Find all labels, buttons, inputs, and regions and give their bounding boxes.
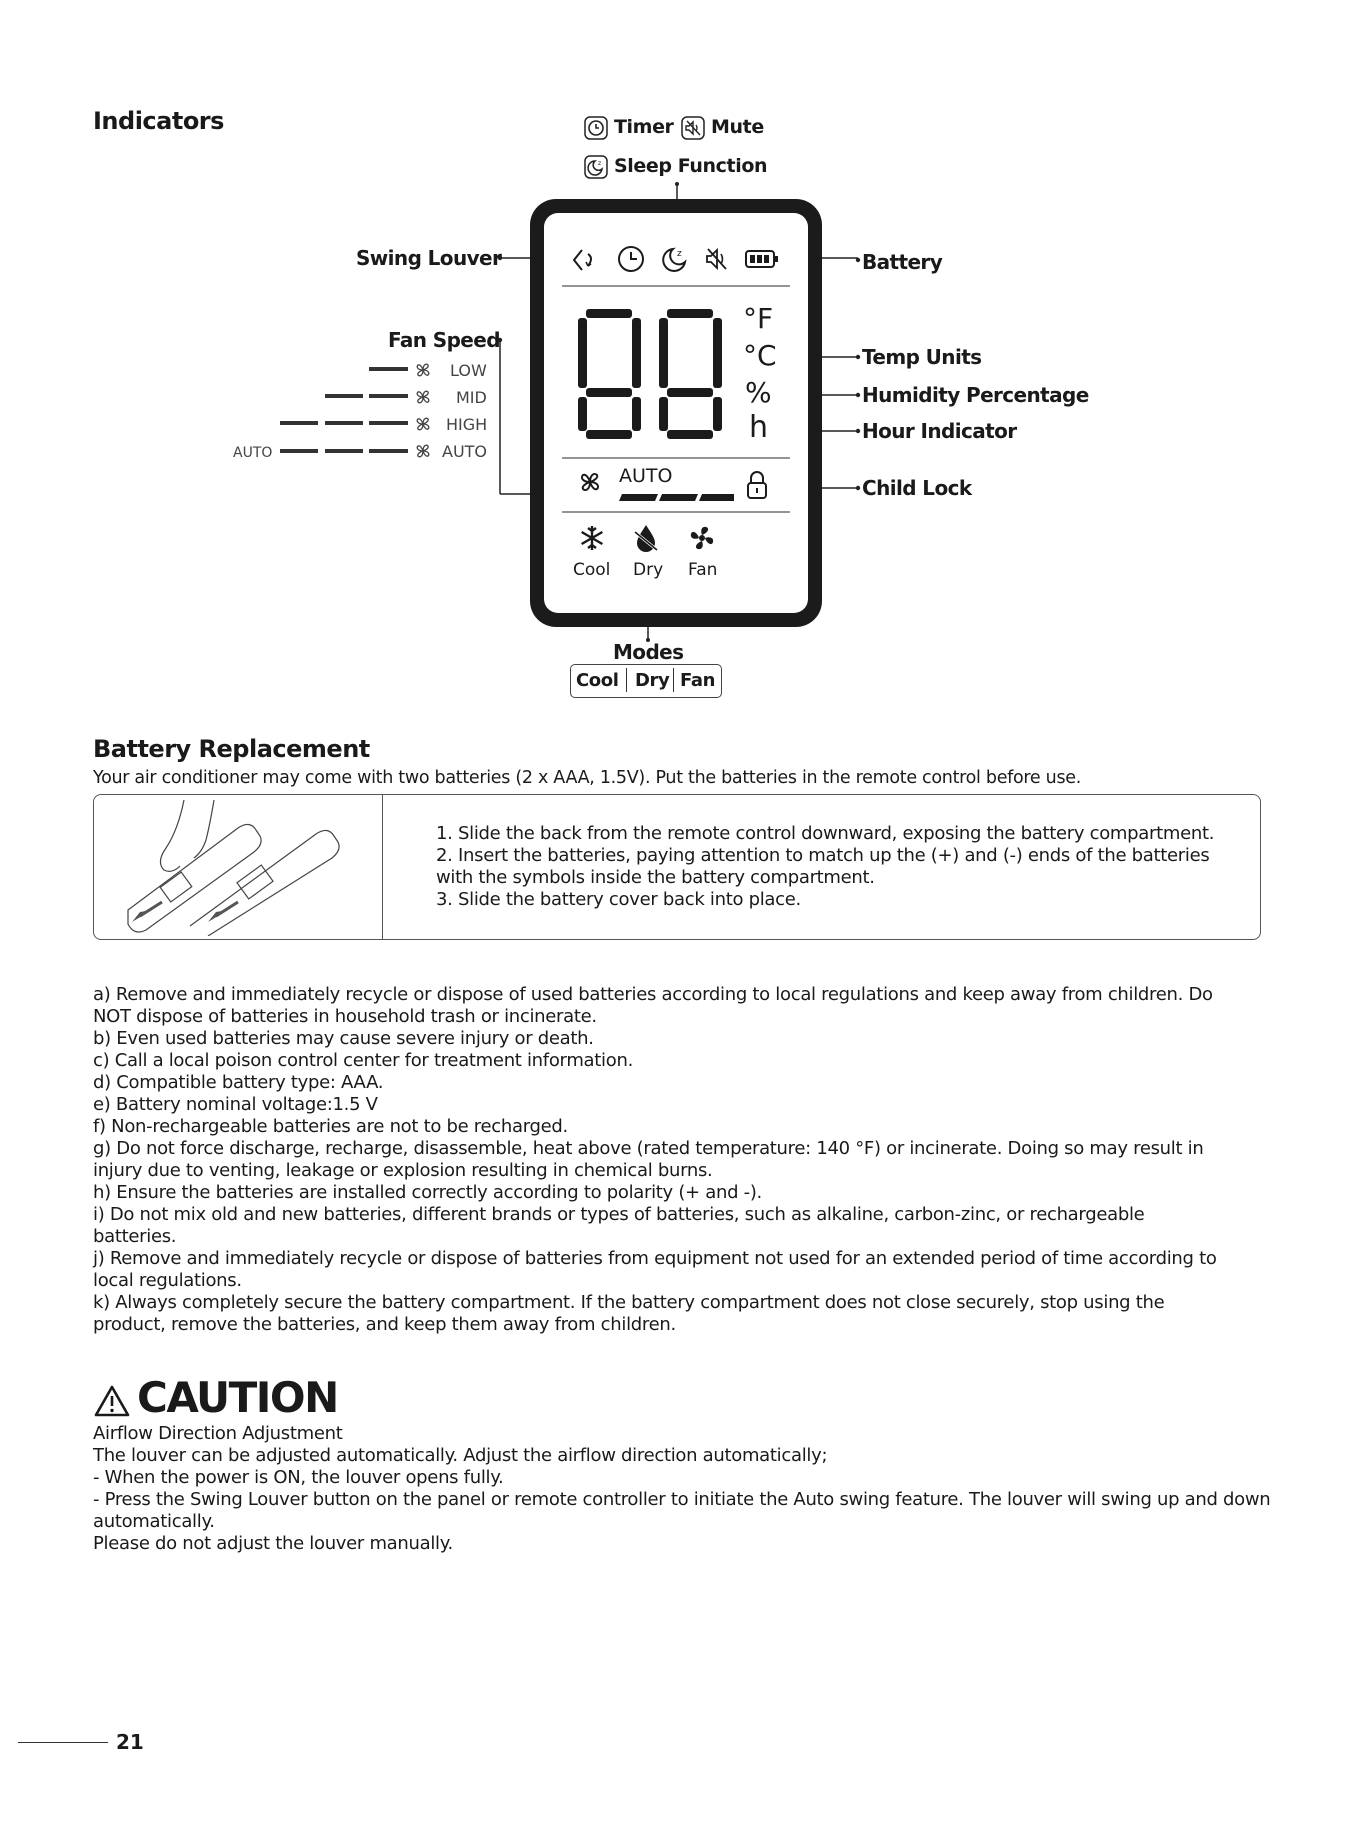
fan-speed-low: LOW bbox=[450, 361, 487, 380]
warning-line: c) Call a local poison control center for treatment information. bbox=[93, 1050, 633, 1071]
lcd-graphics bbox=[0, 0, 1362, 720]
caution-line: The louver can be adjusted automatically. Adjust the airflow direction automatically; bbox=[93, 1445, 828, 1466]
modes-dry: Dry bbox=[635, 670, 670, 691]
caution-line: - When the power is ON, the louver opens fully. bbox=[93, 1467, 504, 1488]
lcd-fan-auto: AUTO bbox=[619, 465, 673, 487]
modes-divider bbox=[626, 668, 627, 692]
fan-speed-auto-prefix: AUTO bbox=[233, 445, 273, 461]
battery-step: 2. Insert the batteries, paying attention to match up the (+) and (-) ends of the batteries bbox=[436, 845, 1210, 866]
battery-step: with the symbols inside the battery compartment. bbox=[436, 867, 875, 888]
caution-body bbox=[93, 1423, 1270, 1555]
warning-line: local regulations. bbox=[93, 1270, 242, 1291]
modes-divider bbox=[673, 668, 674, 692]
lcd-mode-dry: Dry bbox=[633, 560, 664, 580]
dry-icon bbox=[632, 522, 660, 554]
lcd-mode-fan: Fan bbox=[688, 560, 718, 580]
warning-line: g) Do not force discharge, recharge, disassemble, heat above (rated temperature: 140 °F) or incinerate. Doing so may result in bbox=[93, 1138, 1204, 1159]
footer-rule bbox=[18, 1742, 108, 1743]
fan-speed-mid: MID bbox=[456, 388, 487, 407]
snowflake-icon bbox=[578, 524, 606, 552]
hour-indicator-label: Hour Indicator bbox=[862, 419, 1017, 443]
box-divider bbox=[382, 795, 383, 939]
lcd-unit-percent: % bbox=[745, 376, 772, 409]
lcd-unit-hour: h bbox=[749, 410, 769, 445]
fan-speed-high: HIGH bbox=[446, 415, 488, 434]
caution-heading: CAUTION bbox=[137, 1373, 338, 1422]
warning-line: i) Do not mix old and new batteries, different brands or types of batteries, such as alkaline, carbon-zinc, or rechargeable bbox=[93, 1204, 1145, 1225]
caution-line: Please do not adjust the louver manually. bbox=[93, 1533, 453, 1554]
fan-icon bbox=[576, 468, 604, 496]
lcd-mode-cool: Cool bbox=[573, 560, 611, 580]
lcd-unit-c: °C bbox=[743, 339, 777, 372]
modes-label: Modes bbox=[613, 640, 684, 664]
warning-line: j) Remove and immediately recycle or dispose of batteries from equipment not used for an extended period of time according to bbox=[93, 1248, 1217, 1269]
caution-line: Airflow Direction Adjustment bbox=[93, 1423, 343, 1444]
lcd-unit-f: °F bbox=[743, 302, 774, 335]
sleep-icon bbox=[659, 244, 689, 274]
humidity-percentage-label: Humidity Percentage bbox=[862, 383, 1089, 407]
fan-speed-label: Fan Speed bbox=[388, 328, 500, 352]
warning-line: e) Battery nominal voltage:1.5 V bbox=[93, 1094, 378, 1115]
svg-text:z: z bbox=[598, 160, 602, 167]
warning-line: k) Always completely secure the battery compartment. If the battery compartment does not close securely, stop using the bbox=[93, 1292, 1165, 1313]
warning-line: h) Ensure the batteries are installed correctly according to polarity (+ and -). bbox=[93, 1182, 762, 1203]
battery-step: 1. Slide the back from the remote control downward, exposing the battery compartment. bbox=[436, 823, 1215, 844]
battery-replacement-heading: Battery Replacement bbox=[93, 735, 370, 763]
timer-icon bbox=[616, 244, 646, 274]
warning-triangle-icon bbox=[93, 1384, 131, 1418]
timer-label: Timer bbox=[614, 116, 674, 138]
warning-line: batteries. bbox=[93, 1226, 177, 1247]
warning-line: product, remove the batteries, and keep them away from children. bbox=[93, 1314, 676, 1335]
warning-line: a) Remove and immediately recycle or dispose of used batteries according to local regulations and keep away from children. Do bbox=[93, 984, 1213, 1005]
caution-line: automatically. bbox=[93, 1511, 215, 1532]
child-lock-label: Child Lock bbox=[862, 476, 972, 500]
fan-mode-icon bbox=[688, 524, 716, 552]
warning-line: f) Non-rechargeable batteries are not to be recharged. bbox=[93, 1116, 568, 1137]
indicators-heading: Indicators bbox=[93, 107, 224, 135]
warning-line: injury due to venting, leakage or explosion resulting in chemical burns. bbox=[93, 1160, 713, 1181]
swing-louver-icon bbox=[570, 246, 600, 274]
battery-step: 3. Slide the battery cover back into place. bbox=[436, 889, 801, 910]
battery-warnings bbox=[93, 984, 1217, 1336]
warning-line: b) Even used batteries may cause severe injury or death. bbox=[93, 1028, 594, 1049]
sleep-function-label: Sleep Function bbox=[614, 155, 768, 177]
svg-text:z: z bbox=[677, 249, 682, 259]
remote-illustration bbox=[118, 800, 358, 936]
battery-label: Battery bbox=[862, 250, 943, 274]
warning-line: d) Compatible battery type: AAA. bbox=[93, 1072, 384, 1093]
mute-label: Mute bbox=[711, 116, 764, 138]
battery-icon bbox=[745, 249, 779, 269]
caution-line: - Press the Swing Louver button on the panel or remote controller to initiate the Auto swing feature. The louver will swing up and down bbox=[93, 1489, 1271, 1510]
modes-cool: Cool bbox=[576, 670, 619, 691]
warning-line: NOT dispose of batteries in household trash or incinerate. bbox=[93, 1006, 597, 1027]
temp-units-label: Temp Units bbox=[862, 345, 982, 369]
page-number: 21 bbox=[116, 1730, 144, 1754]
fan-speed-auto: AUTO bbox=[442, 442, 488, 461]
lock-icon bbox=[744, 470, 770, 500]
modes-fan: Fan bbox=[680, 670, 716, 691]
mute-icon bbox=[702, 244, 732, 274]
swing-louver-label: Swing Louver bbox=[356, 246, 502, 270]
battery-intro: Your air conditioner may come with two batteries (2 x AAA, 1.5V). Put the batteries in the remote control before use. bbox=[93, 768, 1082, 788]
